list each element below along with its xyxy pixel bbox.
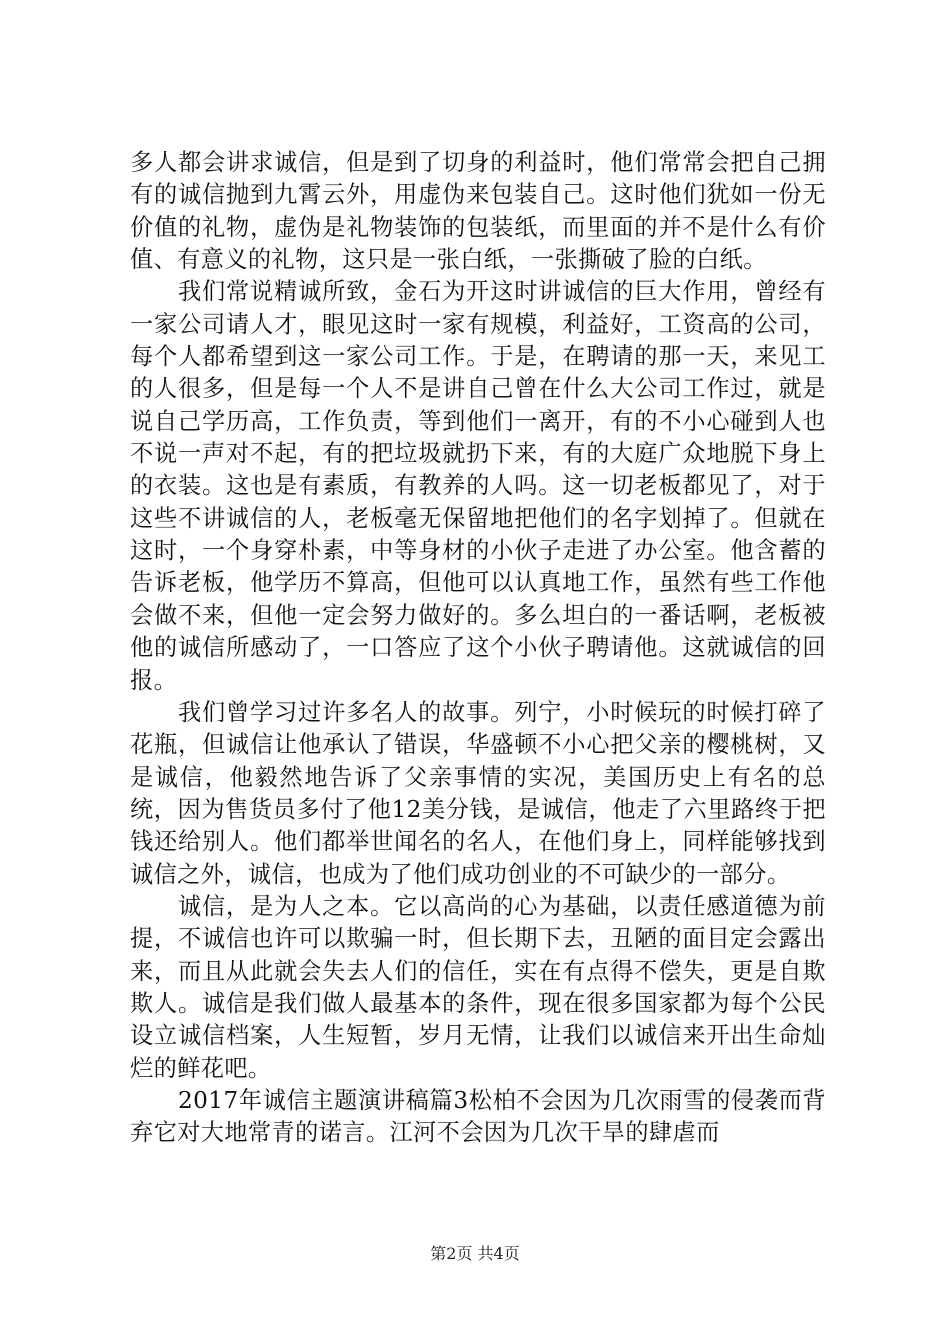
paragraph-famous-people: 我们曾学习过许多名人的故事。列宁，小时候玩的时候打碎了花瓶，但诚信让他承认了错误，华盛顿不小心把父亲的樱桃树，又是诚信，他毅然地告诉了父亲事情的实况，美国历史上有名的总统，因为售货员多付了他12美分钱，是诚信，他走了六里路终于把钱还给别人。他们都举世闻名的名人，在他们身上，同样能够找到诚信之外，诚信，也成为了他们成功创业的不可缺少的一部分。 — [130, 698, 826, 888]
paragraph-conclusion: 诚信，是为人之本。它以高尚的心为基础，以责任感道德为前提，不诚信也许可以欺骗一时，但长期下去，丑陋的面目定会露出来，而且从此就会失去人们的信任，实在有点得不偿失，更是自欺欺人。诚信是我们做人最基本的条件，现在很多国家都为每个公民设立诚信档案，人生短暂，岁月无情，让我们以诚信来开出生命灿烂的鲜花吧。 — [130, 892, 826, 1082]
page-footer-number: 第2页 共4页 — [430, 1244, 520, 1263]
document-body — [130, 147, 826, 1150]
paragraph-next-speech: 2017年诚信主题演讲稿篇3松柏不会因为几次雨雪的侵袭而背弃它对大地常青的诺言。江河不会因为几次干旱的肆虐而 — [130, 1086, 826, 1147]
paragraph-company-story: 我们常说精诚所致，金石为开这时讲诚信的巨大作用，曾经有一家公司请人才，眼见这时一家有规模，利益好，工资高的公司，每个人都希望到这一家公司工作。于是，在聘请的那一天，来见工的人很多，但是每一个人不是讲自己曾在什么大公司工作过，就是说自己学历高，工作负责，等到他们一离开，有的不小心碰到人也不说一声对不起，有的把垃圾就扔下来，有的大庭广众地脱下身上的衣装。这也是有素质，有教养的人吗。这一切老板都见了，对于这些不讲诚信的人，老板毫无保留地把他们的名字划掉了。但就在这时，一个身穿朴素，中等身材的小伙子走进了办公室。他含蓄的告诉老板，他学历不算高，但他可以认真地工作，虽然有些工作他会做不来，但他一定会努力做好的。多么坦白的一番话啊，老板被他的诚信所感动了，一口答应了这个小伙子聘请他。这就诚信的回报。 — [130, 278, 826, 694]
paragraph-continued: 多人都会讲求诚信，但是到了切身的利益时，他们常常会把自己拥有的诚信抛到九霄云外，用虚伪来包装自己。这时他们犹如一份无价值的礼物，虚伪是礼物装饰的包装纸，而里面的并不是什么有价值、有意义的礼物，这只是一张白纸，一张撕破了脸的白纸。 — [130, 149, 826, 274]
